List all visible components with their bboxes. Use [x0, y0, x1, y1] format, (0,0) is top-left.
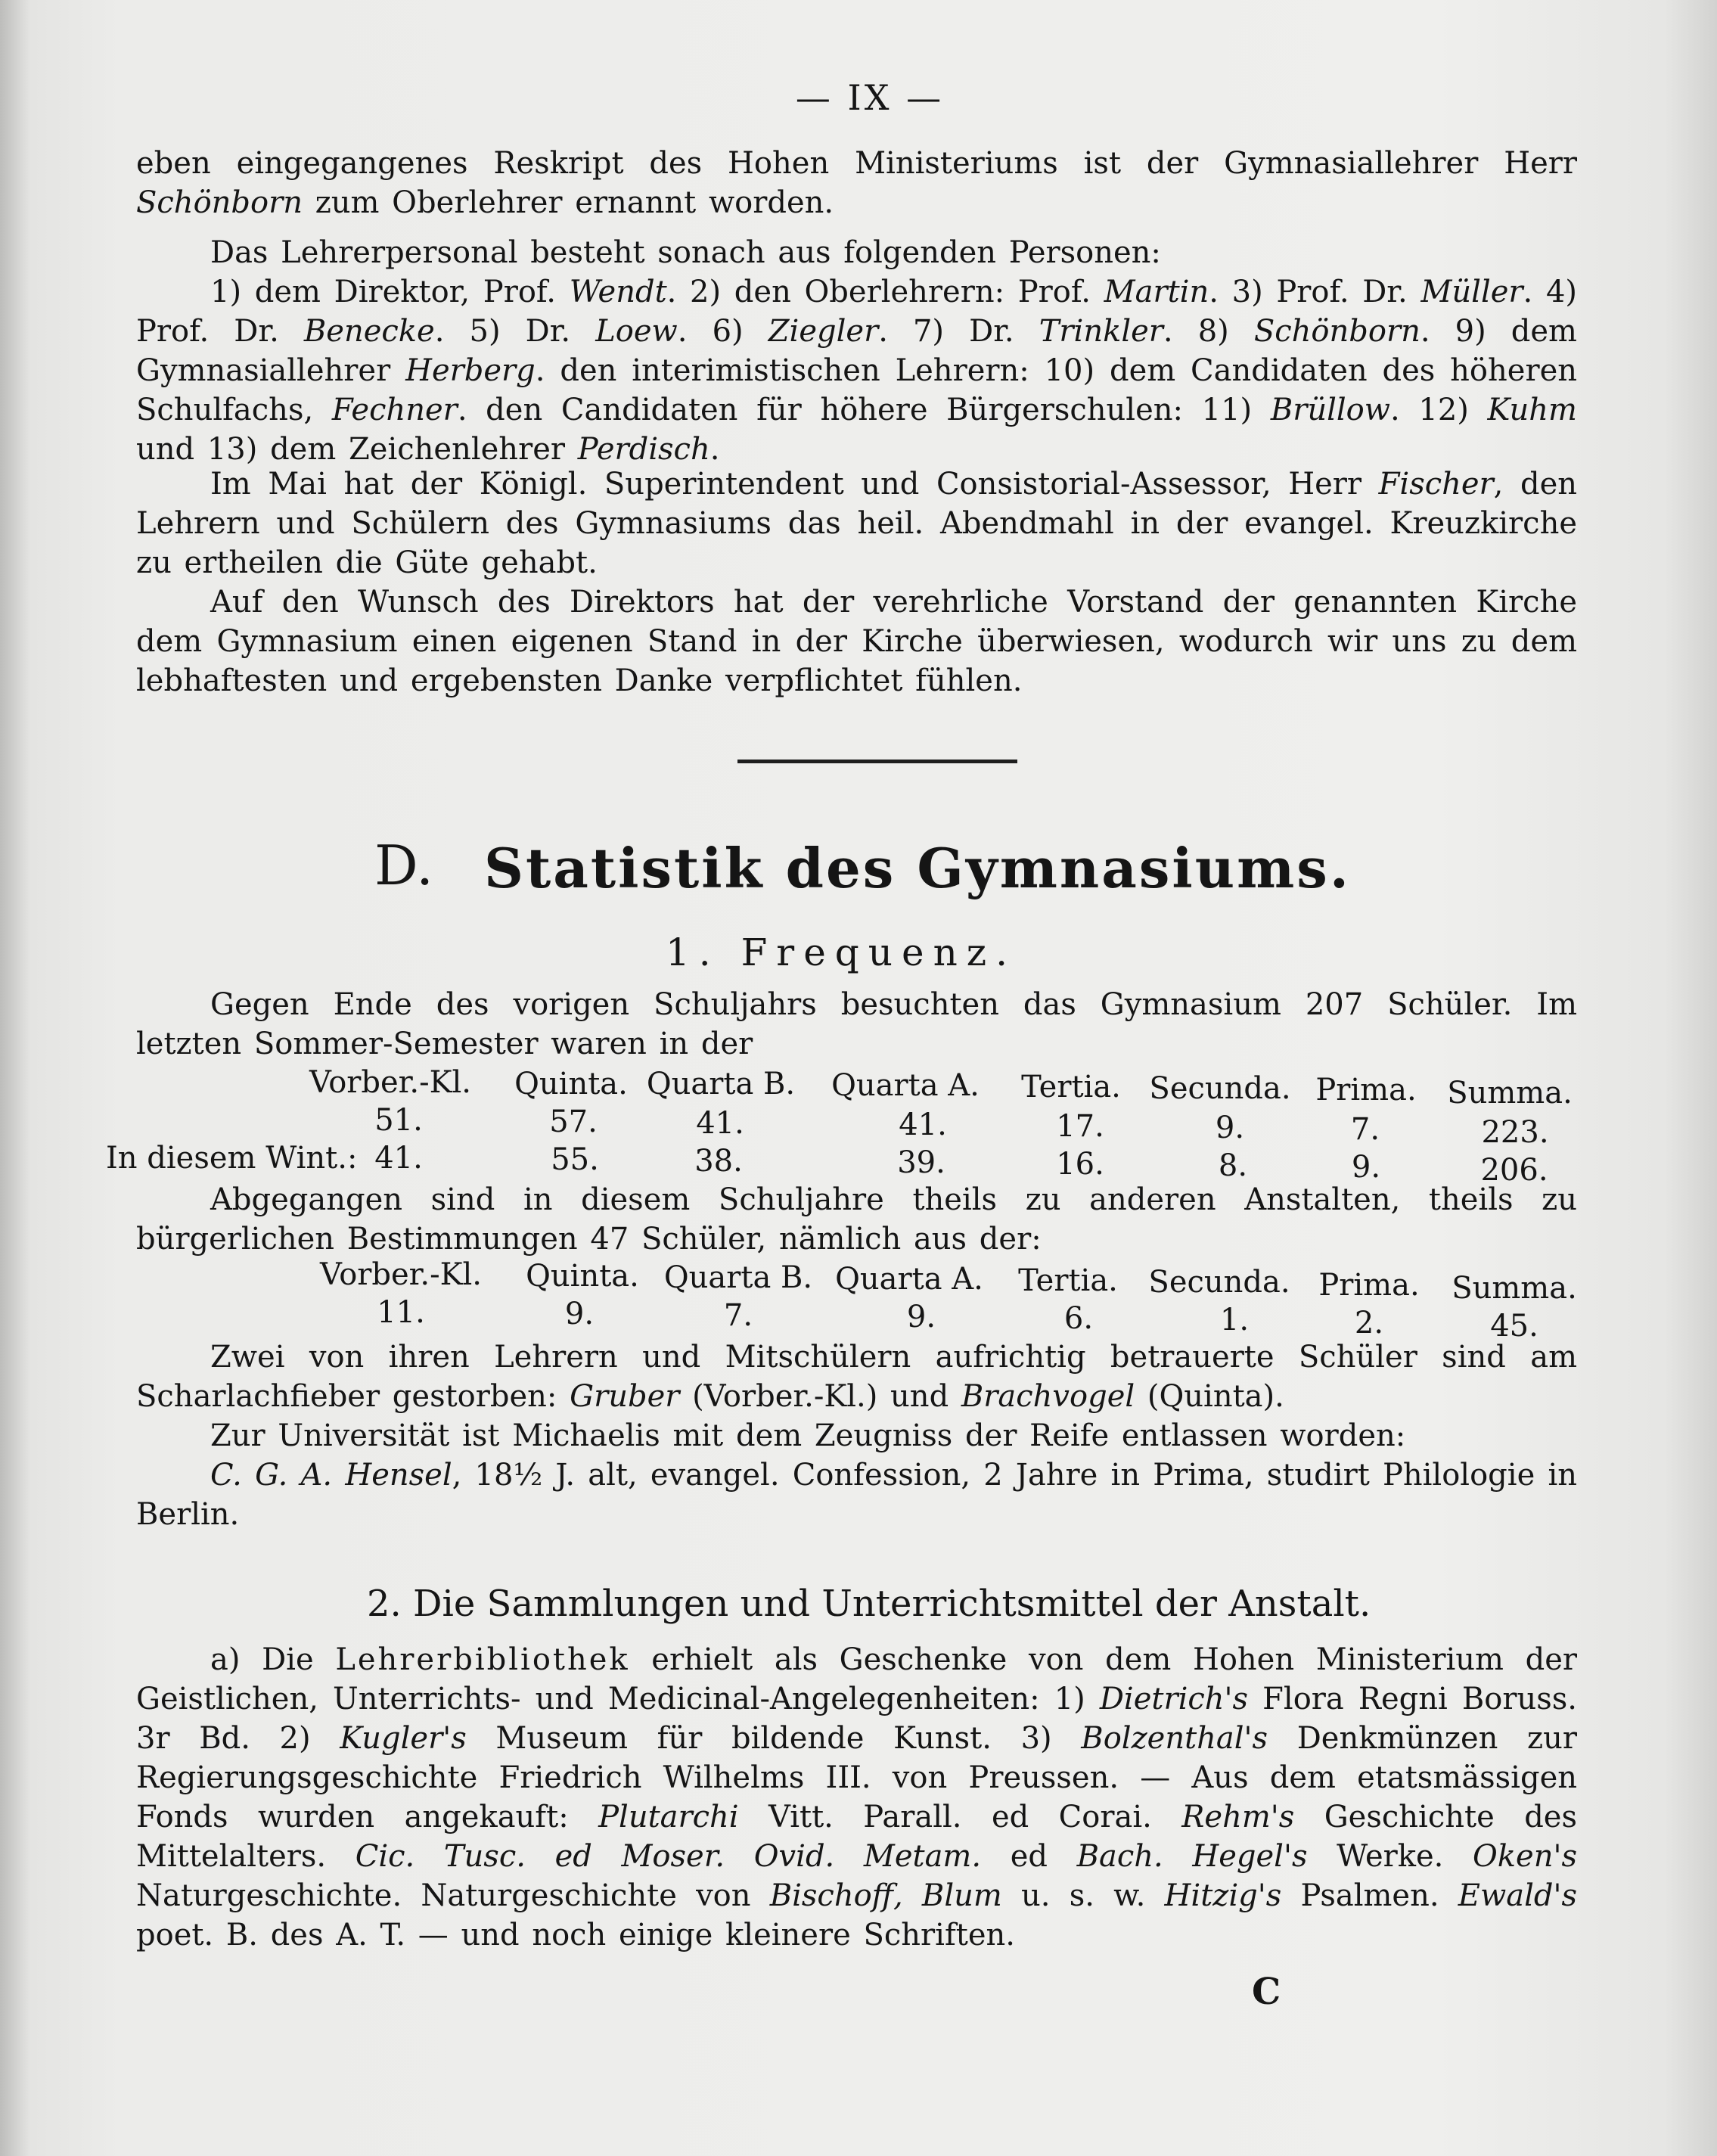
- church-paragraph: Auf den Wunsch des Direktors hat der verehrliche Vorstand der genannten Kirche dem Gymnasium einen eigenen Stand in der Kirche überwiesen, wodurch wir uns zu dem lebhaftesten und ergebensten Danke verpflichtet fühlen.: [136, 585, 1577, 698]
- col-header: Summa.: [1447, 1076, 1573, 1111]
- frequenz-heading: 1. Frequenz.: [666, 930, 1017, 974]
- summer-cell: 41.: [899, 1108, 947, 1142]
- col-header: Secunda.: [1148, 1265, 1290, 1300]
- intro-paragraph-1: eben eingegangenes Reskript des Hohen Ministeriums ist der Gymnasiallehrer Herr Schönborn zum Oberlehrer ernannt worden.: [136, 146, 1577, 220]
- col-header: Vorber.-Kl.: [319, 1257, 483, 1292]
- winter-cell: 38.: [694, 1144, 743, 1179]
- winter-cell: 9.: [1351, 1150, 1381, 1185]
- teacher-list-paragraph: 1) dem Direktor, Prof. Wendt. 2) den Oberlehrern: Prof. Martin. 3) Prof. Dr. Müller. 4) Prof. Dr. Benecke. 5) Dr. Loew. 6) Ziegler. 7) Dr. Trinkler. 8) Schönborn. 9) dem Gymnasiallehrer Herberg. den interimistischen Lehrern: 10) dem Candidaten des höheren Schulfachs, Fechner. den Candidaten für höhere Bürgerschulen: 11) Brüllow. 12) Kuhm und 13) dem Zeichenlehrer Perdisch.: [136, 275, 1577, 467]
- sammlungen-heading: 2. Die Sammlungen und Unterrichtsmittel der Anstalt.: [367, 1583, 1371, 1625]
- col-header: Vorber.-Kl.: [309, 1065, 472, 1100]
- winter-cell: 8.: [1218, 1148, 1248, 1183]
- section-title: Statistik des Gymnasiums.: [484, 836, 1351, 900]
- winter-cell: 206.: [1480, 1153, 1548, 1188]
- winter-cell: 16.: [1056, 1147, 1104, 1182]
- section-letter: D.: [374, 834, 434, 897]
- abgang-paragraph: Abgegangen sind in diesem Schuljahre theils zu anderen Anstalten, theils zu bürgerlichen Bestimmungen 47 Schüler, nämlich aus der:: [136, 1182, 1577, 1257]
- communion-paragraph: Im Mai hat der Königl. Superintendent und Consistorial-Assessor, Herr Fischer, den Lehrern und Schülern des Gymnasiums das heil. Abendmahl in der evangel. Kreuzkirche zu ertheilen die Güte gehabt.: [136, 467, 1578, 580]
- summer-cell: 223.: [1481, 1115, 1549, 1150]
- abgang-cell: 7.: [723, 1298, 753, 1333]
- deaths-paragraph: Zwei von ihren Lehrern und Mitschülern aufrichtig betrauerte Schüler sind am Scharlachfieber gestorben: Gruber (Vorber.-Kl.) und Brachvogel (Quinta).: [136, 1340, 1577, 1414]
- summer-cell: 51.: [374, 1103, 423, 1138]
- signature-mark: C: [1252, 1971, 1281, 2013]
- summer-cell: 17.: [1056, 1109, 1104, 1144]
- col-header: Quarta A.: [835, 1262, 983, 1297]
- col-header: Quarta A.: [831, 1068, 980, 1103]
- col-header: Prima.: [1315, 1073, 1417, 1108]
- col-header: Quarta B.: [663, 1260, 813, 1295]
- abgang-cell: 11.: [377, 1295, 425, 1330]
- abgang-cell: 2.: [1354, 1306, 1384, 1341]
- abgang-cell: 9.: [564, 1297, 595, 1331]
- summer-cell: 9.: [1215, 1111, 1245, 1145]
- summer-cell: 41.: [696, 1106, 744, 1141]
- summer-cell: 57.: [549, 1104, 598, 1139]
- library-paragraph: a) Die Lehrerbibliothek erhielt als Geschenke von dem Hohen Ministerium der Geistlichen, Unterrichts- und Medicinal-Angelegenheiten: 1) Dietrich's Flora Regni Boruss. 3r Bd. 2) Kugler's Museum für bildende Kunst. 3) Bolzenthal's Denkmünzen zur Regierungsgeschichte Friedrich Wilhelms III. von Preussen. — Aus dem etatsmässigen Fonds wurden angekauft: Plutarchi Vitt. Parall. ed Corai. Rehm's Geschichte des Mittelalters. Cic. Tusc. ed Moser. Ovid. Metam. ed Bach. Hegel's Werke. Oken's Naturgeschichte. Naturgeschichte von Bischoff, Blum u. s. w. Hitzig's Psalmen. Ewald's poet. B. des A. T. — und noch einige kleinere Schriften.: [136, 1642, 1578, 1953]
- intro-paragraph-2: Das Lehrerpersonal besteht sonach aus folgenden Personen:: [210, 235, 1161, 270]
- section-divider: [737, 760, 1017, 763]
- winter-label: In diesem Wint.:: [106, 1141, 358, 1176]
- hensel-paragraph: C. G. A. Hensel, 18½ J. alt, evangel. Confession, 2 Jahre in Prima, studirt Philologie in Berlin.: [136, 1458, 1577, 1532]
- abgang-cell: 45.: [1490, 1309, 1538, 1344]
- university-paragraph: Zur Universität ist Michaelis mit dem Zeugniss der Reife entlassen worden:: [210, 1418, 1406, 1453]
- col-header: Quarta B.: [646, 1067, 796, 1101]
- summer-cell: 7.: [1350, 1112, 1380, 1147]
- col-header: Secunda.: [1149, 1071, 1291, 1106]
- col-header: Tertia.: [1021, 1070, 1121, 1104]
- winter-cell: 39.: [897, 1145, 945, 1180]
- frequenz-intro: Gegen Ende des vorigen Schuljahrs besuchten das Gymnasium 207 Schüler. Im letzten Sommer-Semester waren in der: [136, 987, 1577, 1061]
- abgang-cell: 9.: [906, 1300, 936, 1334]
- abgang-cell: 6.: [1063, 1301, 1094, 1336]
- col-header: Tertia.: [1018, 1263, 1118, 1298]
- winter-cell: 55.: [551, 1142, 599, 1177]
- page-number: — IX —: [795, 77, 945, 118]
- col-header: Summa.: [1452, 1271, 1577, 1306]
- col-header: Quinta.: [514, 1067, 628, 1101]
- winter-cell: 41.: [374, 1141, 423, 1176]
- col-header: Quinta.: [526, 1259, 639, 1294]
- abgang-cell: 1.: [1219, 1303, 1250, 1337]
- col-header: Prima.: [1318, 1268, 1420, 1303]
